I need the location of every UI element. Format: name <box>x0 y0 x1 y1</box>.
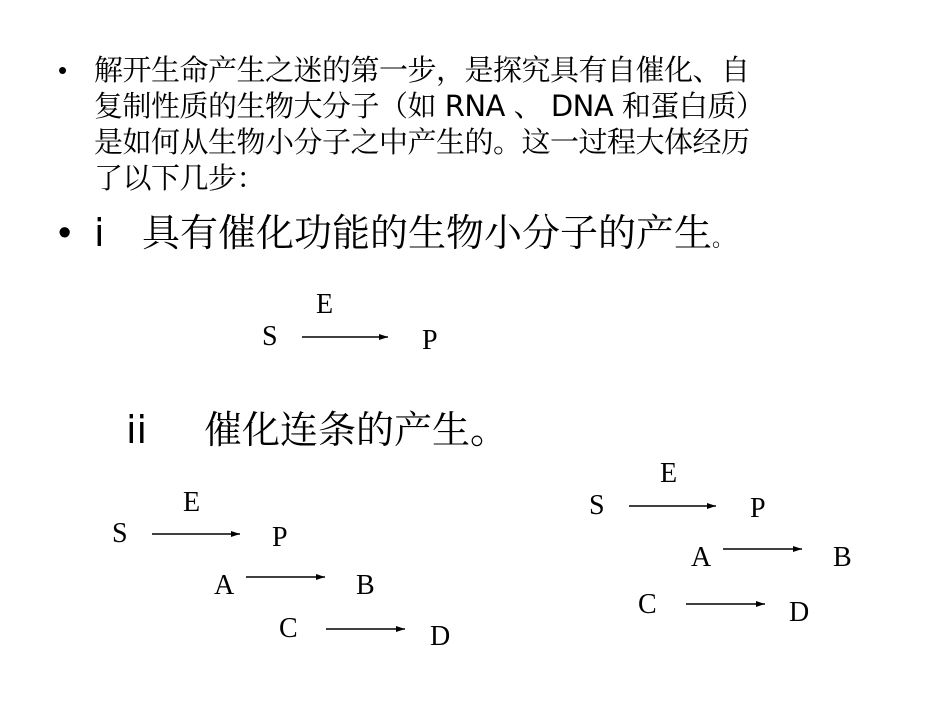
right-chain-p-label: P <box>750 493 766 524</box>
left-chain-enzyme-label: E <box>183 487 201 518</box>
left-chain-p-label: P <box>272 522 288 553</box>
right-chain-b-label: B <box>833 542 852 573</box>
left-chain-a-label: A <box>214 570 235 601</box>
left-chain-c-label: C <box>279 613 298 644</box>
step2-title: 催化连条的产生。 <box>204 408 509 452</box>
intro-line-3: 是如何从生物小分子之中产生的。这一过程大体经历 <box>94 125 750 159</box>
right-chain-s-label: S <box>589 490 605 521</box>
intro-bullet: • <box>58 55 68 85</box>
left-chain-s-label: S <box>112 518 128 549</box>
step1-period: 。 <box>712 227 735 252</box>
step2-number: ⅰⅰ <box>126 408 148 452</box>
step1-bullet: • <box>58 212 72 254</box>
intro-line-1: 解开生命产生之迷的第一步，是探究具有自催化、自 <box>94 53 750 87</box>
step1-number: ⅰ <box>94 211 105 255</box>
step1-product-label: P <box>422 325 438 356</box>
left-chain-d-label: D <box>430 621 451 652</box>
step1-enzyme-label: E <box>316 289 334 320</box>
right-chain-c-label: C <box>638 589 657 620</box>
intro-line-2: 复制性质的生物大分子（如 RNA 、 DNA 和蛋白质） <box>94 89 765 123</box>
step1-title: 具有催化功能的生物小分子的产生 <box>142 211 713 255</box>
right-chain-a-label: A <box>691 542 712 573</box>
left-chain-b-label: B <box>356 570 375 601</box>
right-chain-d-label: D <box>789 597 810 628</box>
right-chain-enzyme-label: E <box>660 458 678 489</box>
step1-substrate-label: S <box>262 321 278 352</box>
intro-line-4: 了以下几步： <box>94 161 266 195</box>
